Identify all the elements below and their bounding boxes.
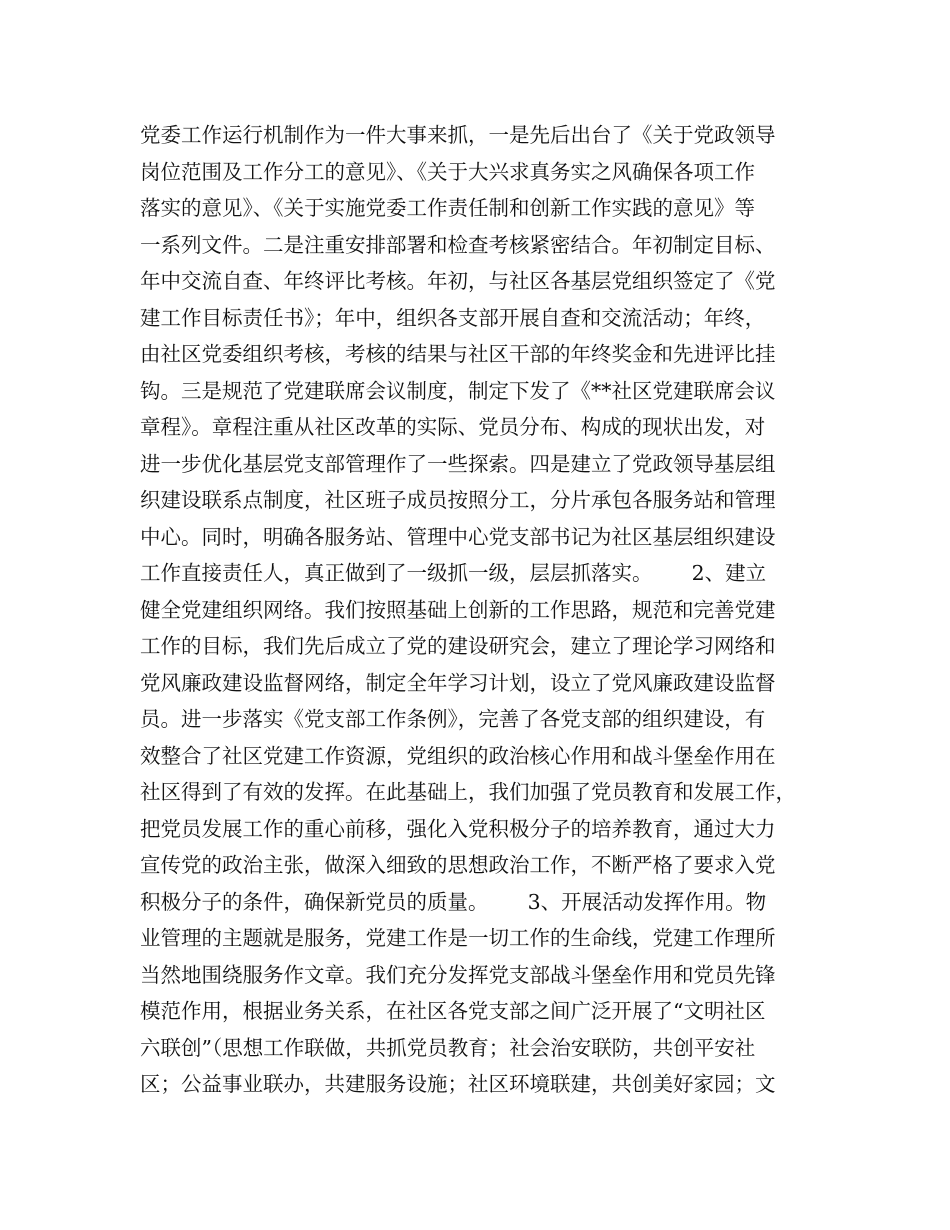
text-line: 党委工作运行机制作为一件大事来抓，一是先后出台了《关于党政领导 xyxy=(140,123,776,147)
text-line: 六联创”（思想工作联做，共抓党员教育；社会治安联防，共创平安社 xyxy=(140,1035,756,1060)
text-line: 区；公益事业联办，共建服务设施；社区环境联建，共创美好家园；文 xyxy=(140,1072,776,1096)
text-line: 宣传党的政治主张，做深入细致的思想政治工作，不断严格了要求入党 xyxy=(140,853,776,877)
text-line: 建工作目标责任书》；年中，组织各支部开展自查和交流活动；年终， xyxy=(140,305,766,330)
text-line: 落实的意见》、《关于实施党委工作责任制和创新工作实践的意见》等 xyxy=(140,196,755,220)
text-line: 岗位范围及工作分工的意见》、《关于大兴求真务实之风确保各项工作 xyxy=(140,159,755,184)
text-line: 员。进一步落实《党支部工作条例》，完善了各党支部的组织建设，有 xyxy=(140,707,766,731)
text-line: 织建设联系点制度，社区班子成员按照分工，分片承包各服务站和管理 xyxy=(140,488,776,512)
text-line: 年中交流自查、年终评比考核。年初，与社区各基层党组织签定了《党 xyxy=(140,269,776,293)
text-line: 把党员发展工作的重心前移，强化入党积极分子的培养教育，通过大力 xyxy=(140,816,776,841)
text-line: 由社区党委组织考核，考核的结果与社区干部的年终奖金和先进评比挂 xyxy=(140,342,776,366)
text-line: 一系列文件。二是注重安排部署和检查考核紧密结合。年初制定目标、 xyxy=(140,232,776,257)
text-line: 钩。三是规范了党建联席会议制度，制定下发了《**社区党建联席会议 xyxy=(140,378,776,403)
text-line: 工作的目标，我们先后成立了党的建设研究会，建立了理论学习网络和 xyxy=(140,634,776,658)
text-line: 工作直接责任人，真正做到了一级抓一级，层层抓落实。 2、建立 xyxy=(140,561,767,585)
text-line: 模范作用，根据业务关系，在社区各党支部之间广泛开展了“文明社区 xyxy=(140,999,766,1023)
text-line: 当然地围绕服务作文章。我们充分发挥党支部战斗堡垒作用和党员先锋 xyxy=(140,962,776,987)
text-line: 效整合了社区党建工作资源，党组织的政治核心作用和战斗堡垒作用在 xyxy=(140,743,776,768)
text-line: 党风廉政建设监督网络，制定全年学习计划，设立了党风廉政建设监督 xyxy=(140,670,776,695)
text-line: 社区得到了有效的发挥。在此基础上，我们加强了党员教育和发展工作， xyxy=(140,780,796,804)
text-line: 积极分子的条件，确保新党员的质量。 3、开展活动发挥作用。物 xyxy=(140,889,767,914)
text-line: 进一步优化基层党支部管理作了一些探索。四是建立了党政领导基层组 xyxy=(140,451,776,476)
text-line: 章程》。章程注重从社区改革的实际、党员分布、构成的现状出发，对 xyxy=(140,415,766,439)
text-line: 健全党建组织网络。我们按照基础上创新的工作思路，规范和完善党建 xyxy=(140,597,776,622)
text-line: 业管理的主题就是服务，党建工作是一切工作的生命线，党建工作理所 xyxy=(140,926,776,950)
body-text xyxy=(140,117,820,1103)
text-line: 中心。同时，明确各服务站、管理中心党支部书记为社区基层组织建设 xyxy=(140,524,776,549)
